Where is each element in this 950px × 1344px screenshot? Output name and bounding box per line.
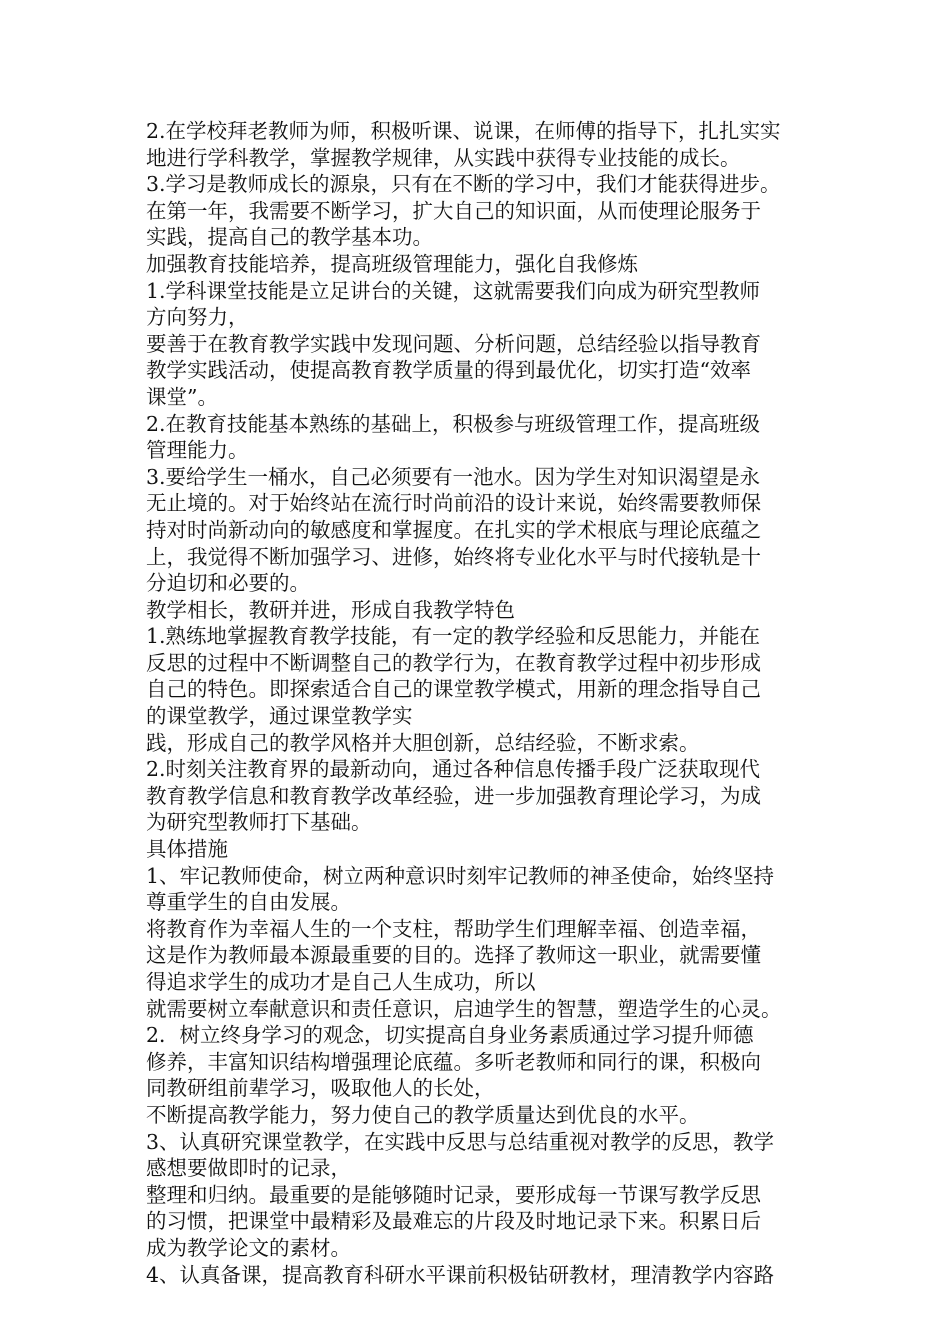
section-heading: 教学相长，教研并进，形成自我教学特色 (146, 597, 515, 622)
text-line: 就需要树立奉献意识和责任意识，启迪学生的智慧，塑造学生的心灵。 (146, 996, 782, 1021)
text-line: 3、认真研究课堂教学，在实践中反思与总结重视对教学的反思，教学 (146, 1129, 775, 1154)
document-body (146, 118, 814, 1288)
text-line: 2.在学校拜老教师为师，积极听课、说课，在师傅的指导下，扎扎实实 (146, 119, 781, 143)
text-line: 自己的特色。即探索适合自己的课堂教学模式，用新的理念指导自己 (146, 677, 761, 702)
section-heading: 具体措施 (146, 837, 228, 862)
text-line: 上，我觉得不断加强学习、进修，始终将专业化水平与时代接轨是十 (146, 544, 761, 569)
text-line: 3.要给学生一桶水，自己必须要有一池水。因为学生对知识渴望是永 (146, 464, 761, 489)
text-line: 方向努力， (146, 305, 249, 330)
text-line: 同教研组前辈学习，吸取他人的长处， (146, 1076, 495, 1101)
text-line: 成为教学论文的素材。 (146, 1235, 351, 1260)
text-line: 2．树立终身学习的观念，切实提高自身业务素质通过学习提升师德 (146, 1023, 754, 1048)
text-line: 修养，丰富知识结构增强理论底蕴。多听老教师和同行的课，积极向 (146, 1049, 761, 1074)
text-line: 的课堂教学，通过课堂教学实 (146, 704, 413, 729)
text-line: 1、牢记教师使命，树立两种意识时刻牢记教师的神圣使命，始终坚持 (146, 863, 775, 888)
text-line: 在第一年，我需要不断学习，扩大自己的知识面，从而使理论服务于 (146, 198, 761, 223)
text-line: 为研究型教师打下基础。 (146, 810, 372, 835)
text-line: 教育教学信息和教育教学改革经验，进一步加强教育理论学习，为成 (146, 783, 761, 808)
text-line: 2.时刻关注教育界的最新动向，通过各种信息传播手段广泛获取现代 (146, 757, 761, 782)
text-line: 1.学科课堂技能是立足讲台的关键，这就需要我们向成为研究型教师 (146, 278, 761, 303)
text-line: 的习惯，把课堂中最精彩及最难忘的片段及时地记录下来。积累日后 (146, 1209, 761, 1234)
text-line: 这是作为教师最本源最重要的目的。选择了教师这一职业，就需要懂 (146, 943, 761, 968)
text-line: 1.熟练地掌握教育教学技能，有一定的教学经验和反思能力，并能在 (146, 624, 761, 649)
section-heading: 加强教育技能培养，提高班级管理能力，强化自我修炼 (146, 251, 638, 276)
text-line: 要善于在教育教学实践中发现问题、分析问题，总结经验以指导教育 (146, 331, 761, 356)
text-line: 感想要做即时的记录， (146, 1156, 351, 1181)
text-line: 分迫切和必要的。 (146, 571, 310, 596)
text-line: 践，形成自己的教学风格并大胆创新，总结经验，不断求索。 (146, 730, 700, 755)
text-line: 4、认真备课，提高教育科研水平课前积极钻研教材，理清教学内容路 (146, 1262, 775, 1287)
text-line: 3.学习是教师成长的源泉，只有在不断的学习中，我们才能获得进步。 (146, 172, 781, 197)
text-line: 持对时尚新动向的敏感度和掌握度。在扎实的学术根底与理论底蕴之 (146, 517, 761, 542)
text-line: 将教育作为幸福人生的一个支柱，帮助学生们理解幸福、创造幸福， (146, 916, 761, 941)
text-line: 得追求学生的成功才是自己人生成功，所以 (146, 970, 536, 994)
text-line: 课堂”。 (146, 384, 218, 409)
text-line: 整理和归纳。最重要的是能够随时记录，要形成每一节课写教学反思 (146, 1182, 761, 1207)
text-line: 不断提高教学能力，努力使自己的教学质量达到优良的水平。 (146, 1102, 700, 1127)
text-line: 地进行学科教学，掌握教学规律，从实践中获得专业技能的成长。 (146, 145, 741, 170)
text-line: 2.在教育技能基本熟练的基础上，积极参与班级管理工作，提高班级 (146, 411, 761, 436)
text-line: 反思的过程中不断调整自己的教学行为，在教育教学过程中初步形成 (146, 650, 761, 675)
text-line: 无止境的。对于始终站在流行时尚前沿的设计来说，始终需要教师保 (146, 491, 761, 516)
text-line: 尊重学生的自由发展。 (146, 890, 351, 915)
text-line: 实践，提高自己的教学基本功。 (146, 225, 433, 250)
text-line: 管理能力。 (146, 438, 249, 463)
text-line: 教学实践活动，使提高教育教学质量的得到最优化，切实打造“效率 (146, 358, 751, 383)
